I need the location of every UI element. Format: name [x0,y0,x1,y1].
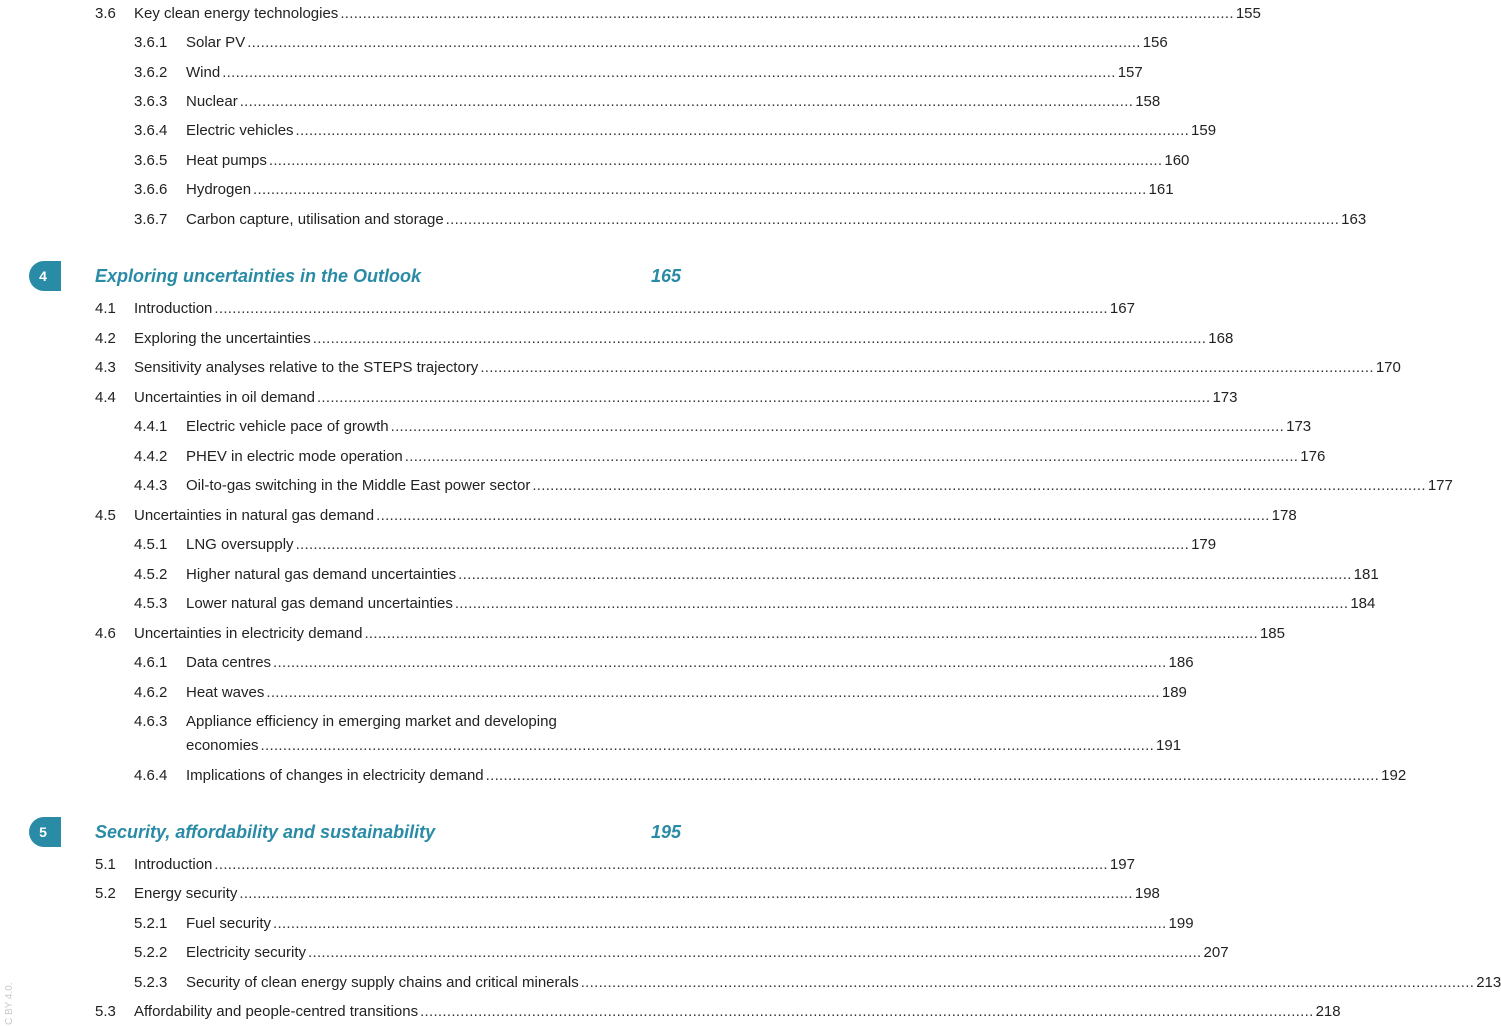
section-title: Nuclear [186,93,238,110]
section-number: 3.6.4 [134,122,168,139]
chapter-heading[interactable] [0,261,703,291]
dot-leader: ........................................................................................................................................................................................................ [312,330,1207,347]
page-number: 186 [1168,654,1194,671]
section-number: 4.3 [95,359,116,376]
toc-entry[interactable] [0,505,1297,527]
chapter-title: Exploring uncertainties in the Outlook [95,266,422,286]
dot-leader: ........................................................................................................................................................................................................ [480,359,1374,376]
dot-leader: ........................................................................................................................................................................................................ [295,536,1190,553]
section-number: 4.6.3 [134,713,168,730]
toc-entry[interactable] [0,854,1135,876]
section-number: 4.5.3 [134,595,168,612]
toc-entry[interactable] [0,179,1174,201]
section-title: Carbon capture, utilisation and storage [186,211,444,228]
page-number: 163 [1341,211,1367,228]
section-number: 4.6.2 [134,684,168,701]
entry-line [134,1001,1341,1023]
page-number: 198 [1134,885,1160,902]
section-title: Electric vehicle pace of growth [186,418,389,435]
section-title: Hydrogen [186,181,252,198]
toc-entry[interactable] [0,446,1326,468]
entry-line [186,735,1182,757]
toc-entry[interactable] [0,91,1161,113]
section-number: 4.4.3 [134,477,168,494]
entry-line [134,623,1285,645]
toc-entry[interactable] [0,534,1217,556]
section-number: 5.2.1 [134,915,168,932]
dot-leader: ........................................................................................................................................................................................................ [247,34,1141,51]
page-number: 158 [1135,93,1161,110]
page-number: 155 [1235,5,1261,22]
page-number: 189 [1161,684,1187,701]
page-number: 170 [1375,359,1401,376]
page-number: 213 [1476,974,1501,991]
section-title: Uncertainties in electricity demand [134,625,363,642]
page-number: 178 [1271,507,1297,524]
page-number: 184 [1350,595,1376,612]
toc-entry[interactable] [0,972,1501,994]
dot-leader: ........................................................................................................................................................................................................ [390,418,1285,435]
page-number: 207 [1203,944,1229,961]
section-title: Implications of changes in electricity demand [186,767,484,784]
section-title: Higher natural gas demand uncertainties [186,566,457,583]
toc-entry[interactable] [0,913,1194,935]
entry-line [186,942,1229,964]
section-number: 5.2 [95,885,116,902]
entry-line [134,854,1135,876]
section-title-continued: economies [186,737,259,754]
section-number: 3.6 [95,5,116,22]
toc-entry[interactable] [0,150,1190,172]
section-title: Oil-to-gas switching in the Middle East power sector [186,477,531,494]
section-number: 5.2.3 [134,974,168,991]
dot-leader: ........................................................................................................................................................................................................ [253,181,1147,198]
dot-leader: ........................................................................................................................................................................................................ [404,448,1299,465]
section-number: 3.6.7 [134,211,168,228]
section-title: Energy security [134,885,238,902]
section-number: 4.5.2 [134,566,168,583]
dot-leader: ........................................................................................................................................................................................................ [214,300,1108,317]
section-number: 4.2 [95,330,116,347]
toc-entry-continuation[interactable] [0,735,1182,757]
chapter-badge: 5 [29,817,61,847]
page-number: 156 [1142,34,1168,51]
page-number: 159 [1191,122,1217,139]
entry-line [186,416,1312,438]
section-number: 3.6.5 [134,152,168,169]
section-number: 3.6.2 [134,64,168,81]
toc-entry[interactable] [0,564,1379,586]
section-number: 5.2.2 [134,944,168,961]
section-number: 4.5 [95,507,116,524]
dot-leader: ........................................................................................................................................................................................................ [260,737,1155,754]
section-title: Lower natural gas demand uncertainties [186,595,453,612]
chapter-badge: 4 [29,261,61,291]
entry-line [186,682,1187,704]
toc-entry[interactable] [0,32,1168,54]
dot-leader: ........................................................................................................................................................................................................ [268,152,1163,169]
page-number: 191 [1156,737,1182,754]
page-number: 181 [1353,566,1379,583]
section-number: 4.4 [95,389,116,406]
page-number: 161 [1148,181,1174,198]
toc-entry[interactable] [0,765,1407,787]
entry-line [134,505,1297,527]
dot-leader: ........................................................................................................................................................................................................ [273,654,1167,671]
dot-leader: ........................................................................................................................................................................................................ [580,974,1475,991]
section-title: Data centres [186,654,272,671]
entry-line [186,32,1168,54]
section-number: 5.3 [95,1003,116,1020]
entry-line [134,3,1261,25]
section-title: PHEV in electric mode operation [186,448,403,465]
entry-line [186,179,1174,201]
section-title: Appliance efficiency in emerging market and developing [186,713,557,730]
entry-line [186,564,1379,586]
toc-entry[interactable] [0,1001,1341,1023]
entry-line [186,765,1407,787]
section-title: Security of clean energy supply chains and critical minerals [186,974,579,991]
dot-leader: ........................................................................................................................................................................................................ [214,856,1108,873]
toc-entry[interactable] [0,387,1238,409]
chapter-title: Security, affordability and sustainability [95,822,436,842]
section-number: 4.4.2 [134,448,168,465]
toc-entry[interactable] [0,120,1217,142]
section-title: Affordability and people-centred transitions [134,1003,419,1020]
page-number: 167 [1109,300,1135,317]
section-title: Wind [186,64,221,81]
entry-line [134,298,1135,320]
toc-entry[interactable] [0,475,1453,497]
page-number: 179 [1191,536,1217,553]
section-title: Sensitivity analyses relative to the STEPS trajectory [134,359,479,376]
section-title: Heat waves [186,684,265,701]
entry-line [186,593,1376,615]
page-number: 185 [1259,625,1285,642]
section-number: 4.4.1 [134,418,168,435]
page-number: 218 [1315,1003,1341,1020]
dot-leader: ........................................................................................................................................................................................................ [445,211,1340,228]
page-number: 157 [1117,64,1143,81]
entry-line [134,883,1160,905]
section-title: Exploring the uncertainties [134,330,311,347]
dot-leader: ........................................................................................................................................................................................................ [239,93,1134,110]
dot-leader: ........................................................................................................................................................................................................ [485,767,1380,784]
section-title: Electricity security [186,944,307,961]
section-number: 4.6.4 [134,767,168,784]
dot-leader: ........................................................................................................................................................................................................ [316,389,1211,406]
section-title: Introduction [134,856,213,873]
section-title: Solar PV [186,34,246,51]
section-title: Introduction [134,300,213,317]
toc-entry[interactable] [0,942,1229,964]
toc-entry[interactable] [0,711,703,733]
dot-leader: ........................................................................................................................................................................................................ [239,885,1133,902]
section-title: Key clean energy technologies [134,5,339,22]
chapter-page-number: 195 [650,822,681,842]
entry-line [186,534,1217,556]
dot-leader: ........................................................................................................................................................................................................ [222,64,1116,81]
dot-leader: ........................................................................................................................................................................................................ [458,566,1352,583]
toc-entry[interactable] [0,328,1234,350]
entry-line [186,209,1367,231]
page-number: 197 [1109,856,1135,873]
section-number: 4.5.1 [134,536,168,553]
entry-line [186,972,1501,994]
toc-entry[interactable] [0,652,1194,674]
toc-entry[interactable] [0,883,1160,905]
dot-leader: ........................................................................................................................................................................................................ [532,477,1426,494]
entry-line [134,387,1238,409]
entry-line [186,446,1326,468]
section-title: Heat pumps [186,152,267,169]
section-number: 3.6.1 [134,34,168,51]
section-title: LNG oversupply [186,536,294,553]
dot-leader: ........................................................................................................................................................................................................ [295,122,1190,139]
entry-line [186,91,1161,113]
dot-leader: ........................................................................................................................................................................................................ [364,625,1258,642]
section-number: 3.6.3 [134,93,168,110]
dot-leader: ........................................................................................................................................................................................................ [266,684,1160,701]
entry-line [186,120,1217,142]
toc-entry[interactable] [0,209,1367,231]
toc-entry[interactable] [0,682,1187,704]
chapter-heading[interactable] [0,817,703,847]
page-number: 173 [1212,389,1238,406]
dot-leader: ........................................................................................................................................................................................................ [340,5,1234,22]
toc-entry[interactable] [0,623,1285,645]
toc-entry[interactable] [0,298,1135,320]
toc-entry[interactable] [0,416,1312,438]
page-number: 168 [1208,330,1234,347]
toc-entry[interactable] [0,357,1401,379]
chapter-page-number: 165 [650,266,681,286]
dot-leader: ........................................................................................................................................................................................................ [376,507,1270,524]
section-title: Uncertainties in natural gas demand [134,507,375,524]
toc-entry[interactable] [0,62,1143,84]
dot-leader: ........................................................................................................................................................................................................ [420,1003,1314,1020]
page-number: 192 [1381,767,1407,784]
page-number: 199 [1168,915,1194,932]
entry-line [186,913,1194,935]
section-number: 4.6 [95,625,116,642]
page-number: 160 [1164,152,1190,169]
section-title: Fuel security [186,915,272,932]
license-margin-text: C BY 4.0. [4,982,15,1025]
section-title: Electric vehicles [186,122,294,139]
entry-line [186,652,1194,674]
page-number: 176 [1300,448,1326,465]
entry-line [134,328,1234,350]
page-number: 177 [1427,477,1453,494]
section-title: Uncertainties in oil demand [134,389,315,406]
entry-line [134,357,1401,379]
dot-leader: ........................................................................................................................................................................................................ [308,944,1202,961]
entry-line [186,475,1453,497]
toc-entry[interactable] [0,593,1376,615]
page-number: 173 [1286,418,1312,435]
entry-line [186,150,1190,172]
entry-line [186,62,1143,84]
dot-leader: ........................................................................................................................................................................................................ [454,595,1349,612]
dot-leader: ........................................................................................................................................................................................................ [273,915,1167,932]
section-number: 4.6.1 [134,654,168,671]
section-number: 5.1 [95,856,116,873]
section-number: 4.1 [95,300,116,317]
toc-entry[interactable] [0,3,1261,25]
section-number: 3.6.6 [134,181,168,198]
